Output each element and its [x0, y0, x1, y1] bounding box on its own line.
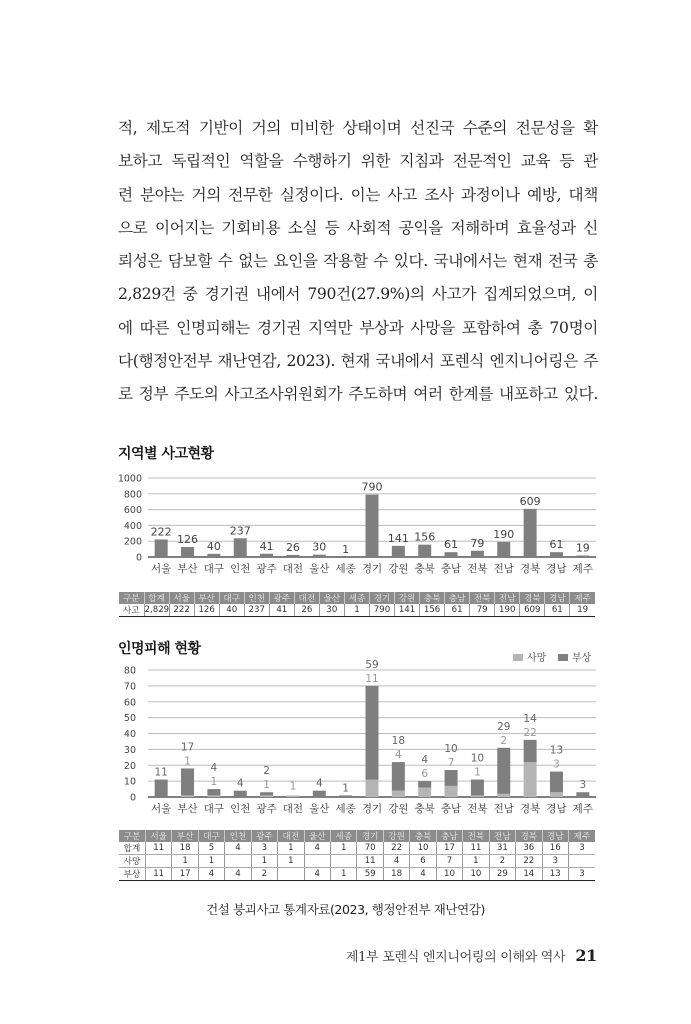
- x-tick-label: 대전: [282, 803, 304, 815]
- table-header-cell: 울산: [304, 830, 330, 842]
- y-tick-label: 0: [129, 792, 136, 804]
- bar: [286, 555, 299, 557]
- bar-segment-injury: [550, 772, 563, 793]
- bar-segment-death: [524, 762, 537, 797]
- bar-segment-death: [286, 795, 299, 797]
- data-label: 126: [177, 533, 199, 547]
- x-tick-label: 인천: [230, 563, 251, 575]
- table-cell: 609: [520, 604, 545, 617]
- x-tick-label: 경북: [519, 803, 541, 815]
- table-cell: 사망: [119, 855, 145, 868]
- table-cell: [145, 855, 171, 868]
- data-label-injury: 4: [315, 777, 323, 790]
- data-label: 222: [150, 525, 172, 539]
- bar-segment-injury: [366, 686, 379, 780]
- body-line: 적, 제도적 기반이 거의 미비한 상태이며 선진국 수준의 전문성을 확: [118, 119, 598, 137]
- x-tick-label: 경북: [519, 563, 541, 575]
- table-header-cell: 경남: [542, 830, 568, 842]
- table-header-cell: 경북: [516, 830, 542, 842]
- table-cell: 59: [357, 868, 383, 881]
- bar-segment-death: [418, 787, 431, 797]
- table-header-cell: 충남: [436, 830, 462, 842]
- data-label-death: 11: [365, 672, 379, 685]
- table-cell: 14: [516, 868, 542, 881]
- y-tick-label: 1000: [118, 473, 142, 485]
- x-tick-label: 울산: [309, 563, 330, 575]
- body-line: 로 정부 주도의 사고조사위원회가 주도하며 여러 한계를 내포하고 있다.: [118, 385, 598, 404]
- bar: [392, 546, 405, 557]
- bar: [313, 555, 326, 557]
- table-header-cell: 강원: [383, 830, 409, 842]
- bar-segment-death: [445, 786, 458, 797]
- x-tick-label: 충북: [414, 563, 435, 575]
- body-line: 뢰성은 담보할 수 없는 요인을 작용할 수 있다. 국내에서는 현재 전국 총: [118, 252, 598, 271]
- table-header-cell: 구분: [119, 830, 145, 842]
- table-cell: 126: [194, 604, 219, 617]
- table-cell: 4: [225, 868, 251, 881]
- bar-segment-injury: [445, 770, 458, 786]
- x-tick-label: 세종: [335, 803, 356, 815]
- x-tick-label: 충남: [440, 563, 462, 575]
- bar-segment-injury: [181, 768, 194, 795]
- table-cell: 1: [344, 604, 369, 617]
- data-label: 156: [414, 530, 436, 544]
- table-cell: 4: [198, 868, 224, 881]
- table-cell: 4: [410, 868, 436, 881]
- casualty-stacked-bar-chart: [118, 650, 598, 820]
- bar: [418, 545, 431, 557]
- table-header-cell: 충북: [420, 592, 445, 604]
- table-header-cell: 서울: [145, 830, 171, 842]
- table-row: [119, 855, 595, 868]
- bar: [234, 538, 247, 557]
- bar-segment-injury: [339, 795, 352, 797]
- table-cell: 1: [278, 842, 304, 855]
- table-cell: 18: [172, 842, 198, 855]
- table-cell: 1: [278, 855, 304, 868]
- table-cell: 11: [145, 842, 171, 855]
- bar-segment-injury: [313, 791, 326, 797]
- x-tick-label: 부산: [177, 803, 198, 815]
- table-cell: 17: [436, 842, 462, 855]
- casualty-table: [119, 830, 595, 881]
- table-cell: 22: [516, 855, 542, 868]
- table-cell: [304, 855, 330, 868]
- data-label: 41: [259, 539, 274, 553]
- bar-segment-death: [181, 795, 194, 797]
- bar: [155, 539, 168, 557]
- data-label: 790: [361, 480, 383, 494]
- x-tick-label: 대구: [203, 563, 225, 575]
- body-line: 보하고 독립적인 역할을 수행하기 위한 지침과 전문적인 교육 등 관: [118, 152, 598, 171]
- x-tick-label: 충남: [440, 803, 462, 815]
- table-row: [119, 868, 595, 881]
- data-label-injury: 59: [365, 658, 379, 671]
- table-cell: 70: [357, 842, 383, 855]
- table-cell: 7: [436, 855, 462, 868]
- table-cell: 26: [294, 604, 319, 617]
- bar-segment-injury: [576, 792, 589, 797]
- data-label: 1: [342, 542, 350, 556]
- x-tick-label: 경기: [361, 803, 383, 815]
- data-label-death: 6: [421, 768, 429, 781]
- bar-segment-death: [366, 780, 379, 797]
- data-label: 237: [229, 524, 251, 538]
- x-tick-label: 전북: [467, 563, 488, 575]
- data-label-death: 1: [184, 755, 191, 768]
- table-header-cell: 서울: [169, 592, 194, 604]
- bar: [497, 542, 510, 557]
- table-cell: 5: [198, 842, 224, 855]
- casualty-chart-canvas: [118, 650, 598, 820]
- bar: [181, 547, 194, 557]
- table-cell: 13: [542, 868, 568, 881]
- data-label-death: 1: [210, 776, 218, 789]
- table-header-cell: 충남: [445, 592, 470, 604]
- bar-segment-death: [471, 795, 484, 797]
- data-label-injury: 4: [210, 762, 218, 775]
- table-cell: 41: [269, 604, 294, 617]
- table-cell: 11: [463, 842, 489, 855]
- table-cell: 3: [568, 868, 595, 881]
- data-label-death: 1: [289, 780, 297, 793]
- table-header-cell: 인천: [225, 830, 251, 842]
- data-label-death: 1: [474, 766, 481, 779]
- x-tick-label: 전남: [493, 563, 514, 575]
- data-label: 61: [444, 538, 459, 552]
- table-cell: 1: [463, 855, 489, 868]
- table-header-cell: 전남: [489, 830, 515, 842]
- legend-swatch: [513, 654, 523, 661]
- y-tick-label: 200: [123, 536, 142, 548]
- table-cell: [568, 855, 595, 868]
- table-header-cell: 강원: [395, 592, 420, 604]
- table-cell: 22: [383, 842, 409, 855]
- accident-chart-title: 지역별 사고현황: [118, 446, 214, 462]
- table-header-cell: 제주: [568, 830, 595, 842]
- bar-segment-injury: [418, 781, 431, 787]
- table-cell: 29: [489, 868, 515, 881]
- table-cell: 790: [369, 604, 394, 617]
- data-label: 609: [519, 494, 541, 508]
- table-cell: 11: [145, 868, 171, 881]
- table-header-cell: 부산: [172, 830, 198, 842]
- bar-segment-death: [392, 791, 405, 797]
- bar-segment-injury: [234, 791, 247, 797]
- table-cell: 141: [395, 604, 420, 617]
- table-cell: 237: [244, 604, 269, 617]
- table-cell: 11: [357, 855, 383, 868]
- x-tick-label: 울산: [309, 803, 330, 815]
- bar: [366, 495, 379, 557]
- table-header-cell: 광주: [269, 592, 294, 604]
- x-tick-label: 대전: [282, 563, 304, 575]
- data-label-death: 4: [395, 749, 402, 762]
- bar: [471, 551, 484, 557]
- data-label-injury: 4: [236, 777, 244, 790]
- casualty-chart-title: 인명피해 현황: [118, 641, 201, 657]
- legend-label: 부상: [572, 653, 592, 664]
- table-cell: 79: [470, 604, 495, 617]
- data-label-injury: 10: [444, 743, 458, 756]
- table-cell: 1: [198, 855, 224, 868]
- table-cell: 10: [463, 868, 489, 881]
- data-label-injury: 3: [579, 779, 587, 792]
- data-label-injury: 2: [263, 765, 270, 778]
- data-label-injury: 13: [549, 744, 564, 757]
- body-paragraph: [118, 112, 598, 412]
- table-header-cell: 세종: [344, 592, 369, 604]
- data-label-death: 1: [263, 779, 270, 792]
- bar-segment-injury: [207, 789, 220, 795]
- accident-bar-chart: [118, 470, 598, 582]
- table-cell: 3: [568, 842, 595, 855]
- bar: [576, 555, 589, 557]
- table-header-cell: 충북: [410, 830, 436, 842]
- table-cell: 222: [169, 604, 194, 617]
- table-header-cell: 구분: [119, 592, 144, 604]
- data-label: 19: [575, 541, 590, 555]
- table-cell: 190: [495, 604, 520, 617]
- table-cell: 10: [410, 842, 436, 855]
- table-cell: 4: [383, 855, 409, 868]
- y-tick-label: 70: [123, 681, 136, 693]
- table-cell: 18: [383, 868, 409, 881]
- table-row: [119, 604, 595, 617]
- y-tick-label: 40: [123, 729, 136, 740]
- table-cell: 3: [542, 855, 568, 868]
- x-tick-label: 광주: [256, 563, 277, 575]
- x-tick-label: 경남: [546, 803, 567, 815]
- table-cell: 31: [489, 842, 515, 855]
- table-cell: 61: [445, 604, 470, 617]
- bar: [207, 554, 220, 557]
- data-label: 141: [387, 531, 409, 545]
- table-cell: 36: [516, 842, 542, 855]
- table-cell: 4: [225, 842, 251, 855]
- table-header-cell: 합계: [144, 592, 169, 604]
- body-line: 에 따른 인명피해는 경기권 지역만 부상과 사망을 포함하여 총 70명이: [118, 318, 598, 337]
- data-label-injury: 11: [154, 766, 168, 779]
- table-header-cell: 경남: [545, 592, 570, 604]
- x-tick-label: 강원: [388, 803, 409, 815]
- accident-table: [119, 592, 595, 617]
- table-cell: 6: [410, 855, 436, 868]
- page-footer: [346, 946, 597, 965]
- data-label-injury: 17: [180, 741, 195, 754]
- bar-segment-injury: [524, 740, 537, 762]
- y-tick-label: 60: [123, 697, 136, 709]
- bar-segment-injury: [497, 748, 510, 794]
- table-header-cell: 대구: [198, 830, 224, 842]
- page-number: 21: [575, 946, 597, 965]
- table-cell: 10: [436, 868, 462, 881]
- table-cell: 4: [304, 868, 330, 881]
- body-line: 다(행정안전부 재난연감, 2023). 현재 국내에서 포렌식 엔지니어링은 주: [118, 352, 598, 371]
- x-tick-label: 서울: [151, 803, 172, 815]
- table-header-cell: 세종: [331, 830, 357, 842]
- accident-table-header-row: [119, 592, 595, 604]
- casualty-table-header-row: [119, 830, 595, 842]
- data-label: 79: [470, 536, 485, 550]
- table-header-cell: 경기: [357, 830, 383, 842]
- x-tick-label: 충북: [414, 803, 435, 815]
- running-title: 제1부 포렌식 엔지니어링의 이해와 역사: [345, 950, 566, 965]
- bar-segment-death: [497, 794, 510, 797]
- table-cell: 19: [570, 604, 595, 617]
- table-cell: 30: [319, 604, 344, 617]
- data-label-death: 22: [523, 726, 537, 739]
- table-header-cell: 대구: [219, 592, 244, 604]
- table-cell: 40: [219, 604, 244, 617]
- legend-label: 사망: [527, 653, 547, 664]
- y-tick-label: 800: [123, 489, 142, 501]
- x-tick-label: 대구: [203, 803, 225, 815]
- data-label: 61: [549, 538, 564, 552]
- x-tick-label: 제주: [572, 803, 593, 815]
- table-row: [119, 842, 595, 855]
- table-header-cell: 울산: [319, 592, 344, 604]
- bar-segment-injury: [471, 780, 484, 796]
- bar: [550, 552, 563, 557]
- x-tick-label: 강원: [388, 563, 409, 575]
- bar-segment-death: [550, 792, 563, 797]
- table-cell: 합계: [119, 842, 145, 855]
- table-cell: 2: [489, 855, 515, 868]
- table-cell: 1: [331, 868, 357, 881]
- accident-chart-canvas: [118, 470, 598, 582]
- y-tick-label: 400: [123, 520, 142, 532]
- body-line: 련 분야는 거의 전무한 실정이다. 이는 사고 조사 과정이나 예방, 대책: [118, 185, 598, 204]
- x-tick-label: 광주: [256, 803, 277, 815]
- data-label-injury: 10: [470, 752, 485, 765]
- data-label-injury: 29: [497, 720, 511, 733]
- data-label-death: 3: [553, 758, 560, 771]
- bar: [445, 552, 458, 557]
- table-cell: 2: [251, 868, 277, 881]
- x-tick-label: 제주: [572, 563, 593, 575]
- y-tick-label: 50: [123, 713, 136, 725]
- table-cell: [331, 855, 357, 868]
- table-cell: 1: [172, 855, 198, 868]
- table-header-cell: 경기: [369, 592, 394, 604]
- data-label: 190: [493, 527, 515, 541]
- table-cell: 16: [542, 842, 568, 855]
- x-tick-label: 서울: [151, 563, 172, 575]
- bar-segment-injury: [260, 792, 273, 795]
- bar-segment-death: [207, 795, 220, 797]
- table-cell: 사고: [119, 604, 144, 617]
- data-label-injury: 14: [523, 712, 537, 725]
- table-header-cell: 제주: [570, 592, 595, 604]
- x-tick-label: 인천: [230, 803, 251, 815]
- table-header-cell: 대전: [294, 592, 319, 604]
- table-cell: 1: [251, 855, 277, 868]
- table-header-cell: 광주: [251, 830, 277, 842]
- data-label: 40: [206, 539, 221, 553]
- x-tick-label: 경남: [546, 563, 567, 575]
- data-label-injury: 4: [421, 754, 429, 767]
- y-tick-label: 80: [123, 665, 136, 677]
- table-cell: 부상: [119, 868, 145, 881]
- table-cell: 1: [331, 842, 357, 855]
- data-label: 26: [285, 540, 300, 554]
- table-header-cell: 전북: [463, 830, 489, 842]
- table-cell: 2,829: [144, 605, 170, 615]
- y-tick-label: 10: [123, 776, 136, 788]
- table-header-cell: 전북: [470, 592, 495, 604]
- x-tick-label: 세종: [335, 563, 356, 575]
- x-tick-label: 전남: [493, 803, 514, 815]
- y-tick-label: 600: [123, 505, 142, 517]
- table-cell: 4: [304, 842, 330, 855]
- table-cell: 3: [251, 842, 277, 855]
- table-header-cell: 경북: [520, 592, 545, 604]
- table-cell: [278, 868, 304, 881]
- y-tick-label: 30: [123, 744, 136, 756]
- data-label-death: 7: [447, 757, 455, 770]
- table-cell: 61: [545, 604, 570, 617]
- bar: [524, 509, 537, 557]
- bar-segment-death: [260, 795, 273, 797]
- bar-segment-injury: [392, 762, 405, 791]
- body-line: 2,829건 중 경기권 내에서 790건(27.9%)의 사고가 집계되었으며, 이: [118, 285, 598, 304]
- data-label-injury: 18: [391, 735, 406, 748]
- body-line: 으로 이어지는 기회비용 소실 등 사회적 공익을 저해하며 효율성과 신: [118, 218, 598, 237]
- data-label-death: 2: [500, 734, 508, 747]
- table-header-cell: 대전: [278, 830, 304, 842]
- y-tick-label: 0: [135, 552, 142, 564]
- legend-swatch: [558, 654, 568, 661]
- table-header-cell: 인천: [244, 592, 269, 604]
- table-cell: [225, 855, 251, 868]
- x-tick-label: 전북: [467, 803, 488, 815]
- y-tick-label: 20: [123, 760, 136, 772]
- figure-caption: 건설 붕괴사고 통계자료(2023, 행정안전부 재난연감): [206, 902, 485, 917]
- table-header-cell: 전남: [495, 592, 520, 604]
- x-tick-label: 경기: [361, 563, 383, 575]
- table-header-cell: 부산: [194, 592, 219, 604]
- x-tick-label: 부산: [177, 563, 198, 575]
- table-cell: 17: [172, 868, 198, 881]
- data-label-injury: 1: [342, 782, 349, 795]
- bar: [260, 554, 273, 557]
- table-cell: 156: [420, 604, 445, 617]
- bar-segment-injury: [155, 780, 168, 797]
- data-label: 30: [312, 540, 327, 554]
